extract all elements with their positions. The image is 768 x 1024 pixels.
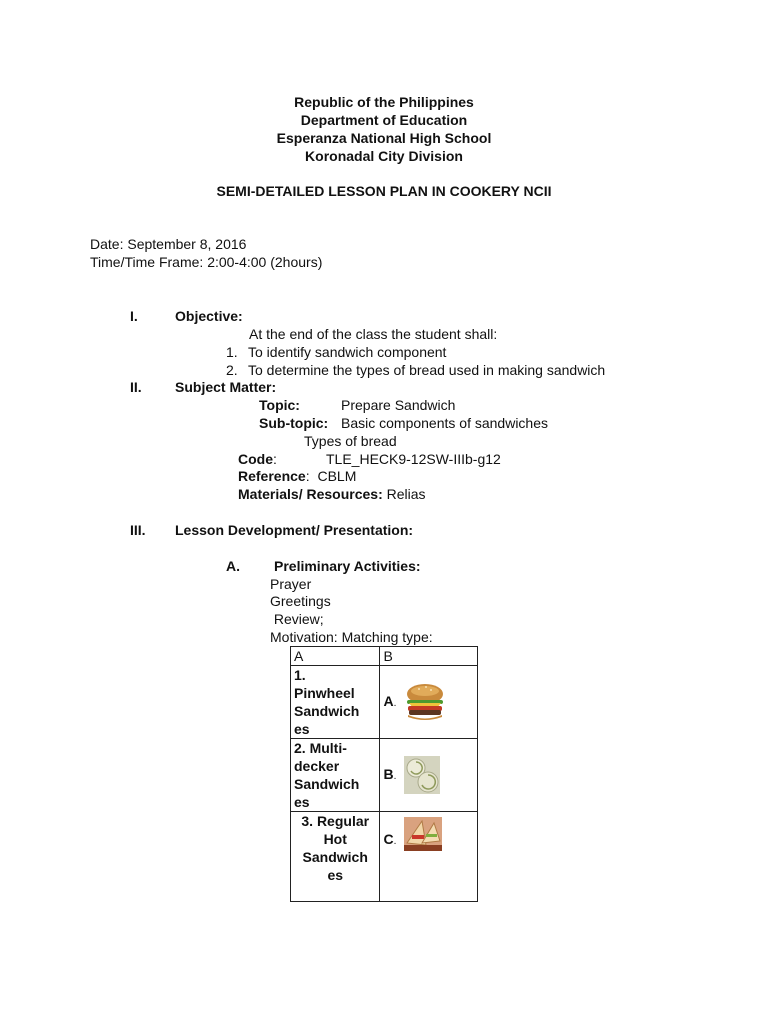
objective-intro: At the end of the class the student shall: bbox=[249, 326, 498, 342]
hot-sandwich-image bbox=[404, 817, 442, 851]
activity-review: Review; bbox=[270, 611, 324, 627]
matching-table bbox=[290, 646, 478, 902]
choice-letter-text: B bbox=[383, 765, 394, 782]
objective-numeral: I. bbox=[130, 308, 138, 324]
subtopic-value-2: Types of bread bbox=[304, 433, 397, 449]
match-item-2-line: es bbox=[294, 794, 310, 810]
code-label: Code bbox=[238, 451, 273, 467]
match-item-2-line: decker bbox=[294, 758, 340, 774]
topic-label: Topic: bbox=[259, 397, 300, 413]
match-item-1 bbox=[291, 666, 380, 739]
subtopic-value: Basic components of sandwiches bbox=[341, 415, 548, 431]
match-item-2 bbox=[291, 739, 380, 812]
lesson-numeral: III. bbox=[130, 522, 146, 538]
objective-item-2-num: 2. bbox=[226, 362, 238, 378]
match-item-1-line: Pinwheel bbox=[294, 685, 355, 701]
lesson-date: Date: September 8, 2016 bbox=[90, 236, 247, 252]
choice-letter-text: C bbox=[383, 831, 394, 847]
document-title: SEMI-DETAILED LESSON PLAN IN COOKERY NCII bbox=[216, 183, 552, 199]
table-row bbox=[291, 739, 478, 812]
lesson-heading: Lesson Development/ Presentation: bbox=[175, 522, 414, 538]
match-item-3-line: Hot bbox=[323, 831, 347, 847]
reference-colon: : bbox=[305, 468, 310, 484]
objective-item-2: To determine the types of bread used in making sandwich bbox=[248, 362, 606, 378]
match-item-1-line: Sandwich bbox=[294, 703, 360, 719]
header-school: Esperanza National High School bbox=[276, 130, 492, 146]
topic-value: Prepare Sandwich bbox=[341, 397, 456, 413]
preliminary-heading: Preliminary Activities: bbox=[274, 558, 421, 574]
preliminary-numeral: A. bbox=[226, 558, 240, 574]
match-choice-b bbox=[380, 739, 478, 812]
pinwheel-sandwich-image bbox=[404, 756, 440, 794]
objective-item-1: To identify sandwich component bbox=[248, 344, 447, 360]
materials-value: Relias bbox=[386, 486, 426, 502]
match-item-3-line: 3. Regular bbox=[301, 813, 370, 829]
match-item-3 bbox=[291, 812, 380, 902]
activity-prayer: Prayer bbox=[270, 576, 312, 592]
match-choice-a bbox=[380, 666, 478, 739]
code-colon: : bbox=[273, 451, 277, 467]
code-row bbox=[238, 450, 277, 468]
match-item-3-line: es bbox=[327, 867, 344, 883]
reference-value: CBLM bbox=[317, 468, 357, 484]
match-choice-c bbox=[380, 812, 478, 902]
choice-letter bbox=[383, 692, 396, 713]
header-department: Department of Education bbox=[300, 112, 468, 128]
header-division: Koronadal City Division bbox=[305, 148, 463, 164]
table-row bbox=[291, 812, 478, 902]
choice-letter bbox=[383, 830, 396, 851]
activity-greetings: Greetings bbox=[270, 593, 331, 609]
hamburger-image bbox=[404, 682, 446, 722]
match-item-2-line: Sandwich bbox=[294, 776, 360, 792]
match-item-1-line: es bbox=[294, 721, 310, 737]
subject-matter-heading: Subject Matter: bbox=[175, 379, 277, 395]
materials-row bbox=[238, 485, 426, 503]
choice-dot: . bbox=[393, 697, 397, 709]
table-header-row bbox=[291, 647, 478, 666]
lesson-timeframe: Time/Time Frame: 2:00-4:00 (2hours) bbox=[90, 254, 323, 270]
materials-label: Materials/ Resources: bbox=[238, 486, 383, 502]
table-header-a: A bbox=[291, 647, 380, 666]
header-republic: Republic of the Philippines bbox=[294, 94, 474, 110]
table-row bbox=[291, 666, 478, 739]
subject-matter-numeral: II. bbox=[130, 379, 142, 395]
match-item-2-line: 2. Multi- bbox=[294, 740, 347, 756]
objective-heading: Objective: bbox=[175, 308, 243, 324]
choice-dot: . bbox=[393, 836, 397, 847]
choice-letter-text: A bbox=[383, 692, 394, 709]
match-item-1-line: 1. bbox=[294, 667, 306, 683]
subtopic-label: Sub-topic: bbox=[259, 415, 329, 431]
reference-label: Reference bbox=[238, 468, 306, 484]
code-value: TLE_HECK9-12SW-IIIb-g12 bbox=[326, 451, 501, 467]
reference-row bbox=[238, 467, 356, 485]
match-item-3-line: Sandwich bbox=[302, 849, 368, 865]
choice-letter bbox=[383, 765, 396, 786]
objective-item-1-num: 1. bbox=[226, 344, 238, 360]
choice-dot: . bbox=[393, 770, 397, 782]
activity-motivation: Motivation: Matching type: bbox=[270, 629, 433, 645]
table-header-b: B bbox=[380, 647, 478, 666]
